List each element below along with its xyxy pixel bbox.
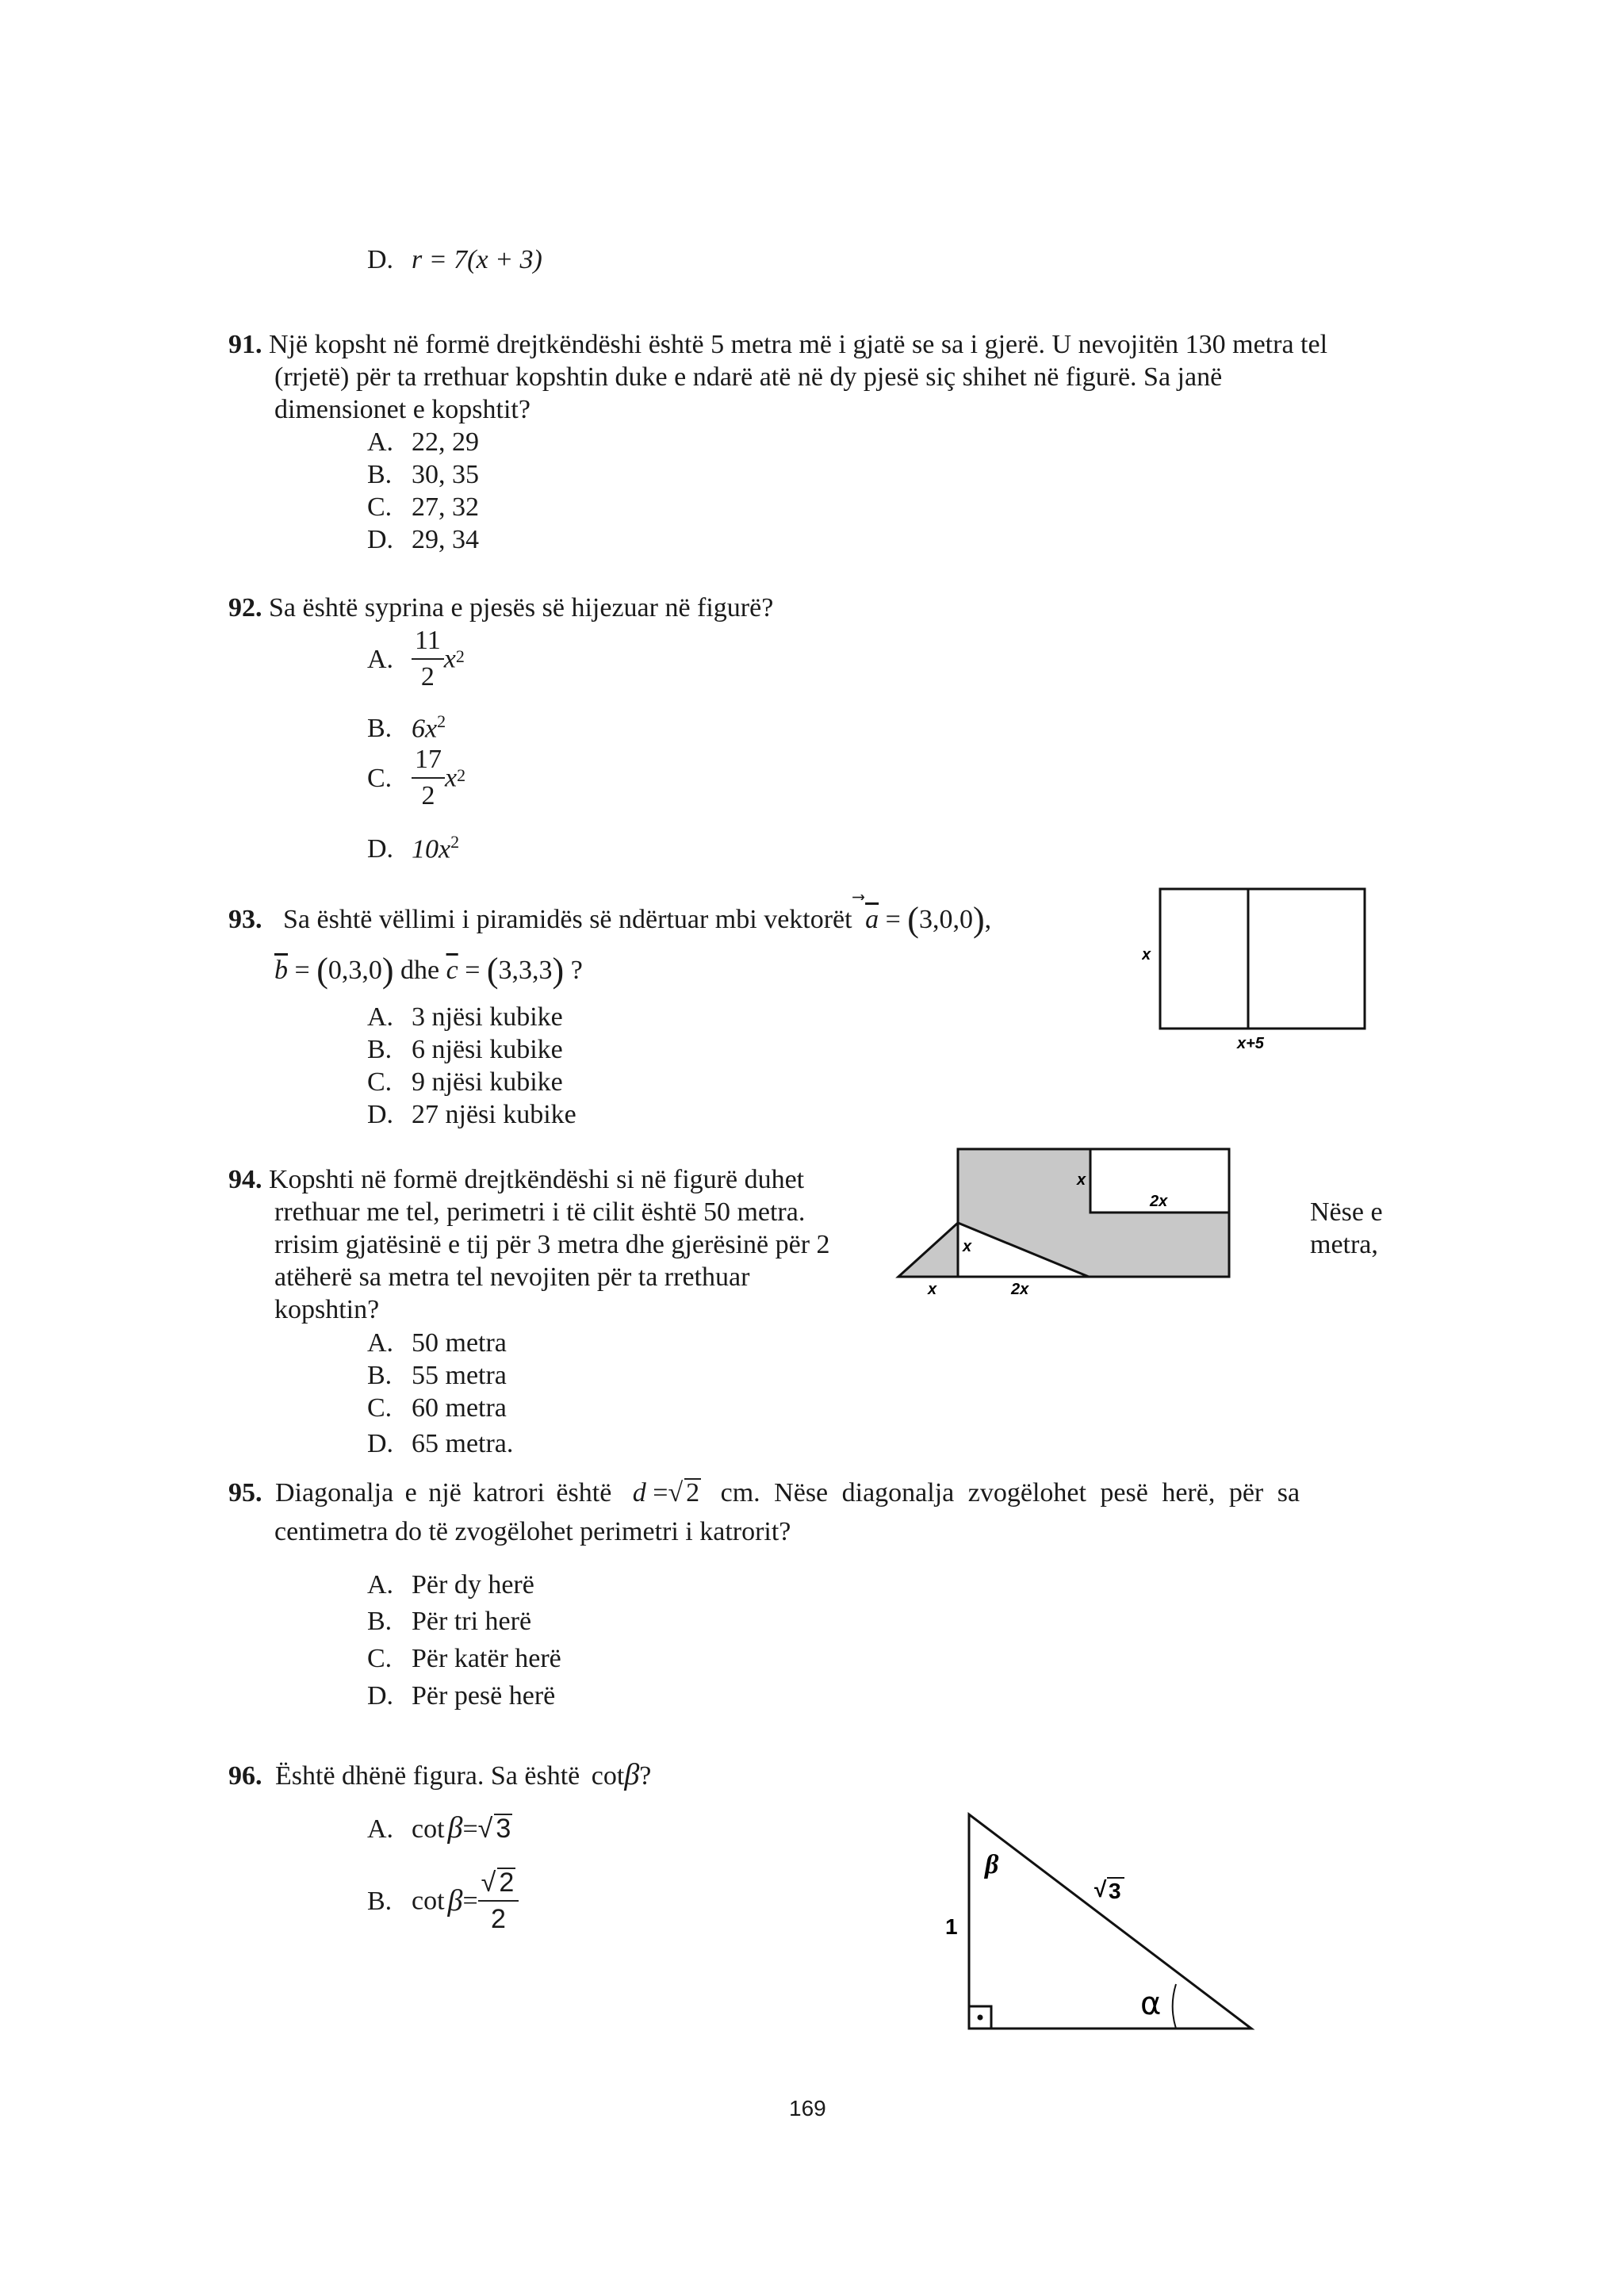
label-box-2x: 2x bbox=[1150, 1193, 1168, 1210]
label-side-1: 1 bbox=[945, 1914, 958, 1939]
q94-option-c[interactable]: C. 60 metra bbox=[367, 1393, 507, 1423]
q96-option-b[interactable]: B. cot β= $\frac{√ 2}{2}$ bbox=[367, 1865, 519, 1937]
fraction: $\frac{√ 2}{2}$ bbox=[478, 1865, 519, 1937]
label-alpha: α bbox=[1140, 1986, 1162, 2022]
q95-option-d[interactable]: D. Për pesë herë bbox=[367, 1681, 556, 1711]
prev-option-expr: r = 7(x + 3) bbox=[412, 245, 542, 274]
q95-option-c[interactable]: C. Për katër herë bbox=[367, 1644, 561, 1673]
shaded-area-figure bbox=[894, 1142, 1243, 1301]
label-length-x-plus-5: x+5 bbox=[1237, 1035, 1264, 1052]
label-bottom-x: x bbox=[928, 1281, 937, 1298]
q94-option-b[interactable]: B. 55 metra bbox=[367, 1361, 507, 1390]
q92-line1: 92. Sa është syprina e pjesës së hijezuar në figurë? bbox=[228, 593, 774, 623]
q94-option-d[interactable]: D. 65 metra. bbox=[367, 1429, 514, 1458]
prev-option-d: D. r = 7(x + 3) bbox=[367, 245, 542, 274]
q94-line4: atëherë sa metra tel nevojiten për ta rrethuar bbox=[274, 1262, 750, 1292]
q93-number: 93. bbox=[228, 905, 262, 934]
q91-number: 91. bbox=[228, 330, 262, 359]
right-angle-dot bbox=[978, 2015, 983, 2021]
q91-option-b[interactable]: B. 30, 35 bbox=[367, 460, 479, 489]
q94-side-text-2: metra, bbox=[1310, 1230, 1378, 1259]
q95-line1: 95. Diagonalja e një katrori është d =√ 2 cm. Nëse diagonalja zvogëlohet pesë herë, për sa bbox=[228, 1478, 1300, 1508]
q91-option-d[interactable]: D. 29, 34 bbox=[367, 525, 479, 554]
q93-line2: $\overline{b} = (0,3,0)$ dhe $\overline{c} = (3,3,3)$ ? bbox=[274, 951, 583, 990]
fraction: $\frac{11}{2}$ bbox=[412, 623, 444, 695]
q91-line2: (rrjetë) për ta rrethuar kopshtin duke e ndarë atë në dy pjesë siç shihet në figurë. Sa janë bbox=[274, 362, 1223, 392]
shaded-left-triangle bbox=[898, 1223, 958, 1277]
label-hypotenuse-sqrt: √ bbox=[1094, 1877, 1107, 1902]
q93-option-c[interactable]: C. 9 njësi kubike bbox=[367, 1067, 563, 1097]
label-width-x: x bbox=[1142, 946, 1151, 964]
q96-option-a[interactable]: A. cot β=√ 3 bbox=[367, 1811, 511, 1845]
q95-line2: centimetra do të zvogëlohet perimetri i katrorit? bbox=[274, 1517, 791, 1546]
q94-line1: 94. Kopshti në formë drejtkëndëshi si në figurë duhet bbox=[228, 1165, 805, 1194]
page-number: 169 bbox=[789, 2096, 826, 2121]
garden-rectangle-figure bbox=[1142, 880, 1380, 1055]
q92-number: 92. bbox=[228, 593, 262, 623]
q93-option-d[interactable]: D. 27 njësi kubike bbox=[367, 1100, 576, 1129]
q95-number: 95. bbox=[228, 1478, 262, 1508]
label-triangle-x: x bbox=[963, 1238, 972, 1255]
q96-line1: 96. Është dhënë figura. Sa është cotβ? bbox=[228, 1758, 652, 1791]
label-bottom-2x: 2x bbox=[1011, 1281, 1029, 1298]
q94-line3: rrisim gjatësinë e tij për 3 metra dhe gjerësinë për 2 bbox=[274, 1230, 830, 1259]
q95-option-a[interactable]: A. Për dy herë bbox=[367, 1570, 534, 1599]
q92-option-c[interactable]: C. $\frac{17}{2}$ $x^2$ bbox=[367, 742, 465, 814]
q91-line1: 91. Një kopsht në formë drejtkëndëshi është 5 metra më i gjatë se sa i gjerë. U nevojitën 130 metra tel bbox=[228, 330, 1328, 359]
q94-option-a[interactable]: A. 50 metra bbox=[367, 1328, 507, 1358]
q92-option-d[interactable]: D. $10x^2$ bbox=[367, 832, 460, 864]
fraction: $\frac{17}{2}$ bbox=[412, 742, 445, 814]
q93-line1: 93. Sa është vëllimi i piramidës së ndërtuar mbi vektorët $\overline{a} = (3,0,0)$, bbox=[228, 900, 992, 939]
q91-option-c[interactable]: C. 27, 32 bbox=[367, 492, 479, 522]
vector-b: $\overline{b}$ bbox=[274, 956, 288, 985]
q92-option-b[interactable]: B. $6x^2$ bbox=[367, 711, 446, 744]
q94-line2: rrethuar me tel, perimetri i të cilit është 50 metra. bbox=[274, 1197, 806, 1227]
right-triangle-figure bbox=[936, 1808, 1269, 2046]
angle-alpha-arc bbox=[1173, 1984, 1176, 2029]
q92-option-a[interactable]: A. $\frac{11}{2}$ $x^2$ bbox=[367, 623, 465, 695]
label-beta: β bbox=[985, 1850, 999, 1879]
garden-outline bbox=[1160, 889, 1365, 1029]
q94-line5: kopshtin? bbox=[274, 1295, 380, 1324]
q94-number: 94. bbox=[228, 1165, 262, 1194]
triangle-outline bbox=[969, 1814, 1251, 2029]
q94-side-text-1: Nëse e bbox=[1310, 1197, 1383, 1227]
vector-c: $\overline{c}$ bbox=[446, 956, 458, 985]
label-hypotenuse: 3 bbox=[1109, 1879, 1121, 1903]
q93-option-a[interactable]: A. 3 njësi kubike bbox=[367, 1002, 563, 1032]
label-box-x: x bbox=[1077, 1171, 1086, 1189]
vector-a: $\overline{a}$ bbox=[865, 905, 879, 934]
q95-option-b[interactable]: B. Për tri herë bbox=[367, 1607, 532, 1636]
q93-option-b[interactable]: B. 6 njësi kubike bbox=[367, 1035, 563, 1064]
q96-number: 96. bbox=[228, 1761, 262, 1791]
q91-option-a[interactable]: A. 22, 29 bbox=[367, 427, 479, 457]
q91-line3: dimensionet e kopshtit? bbox=[274, 395, 530, 424]
